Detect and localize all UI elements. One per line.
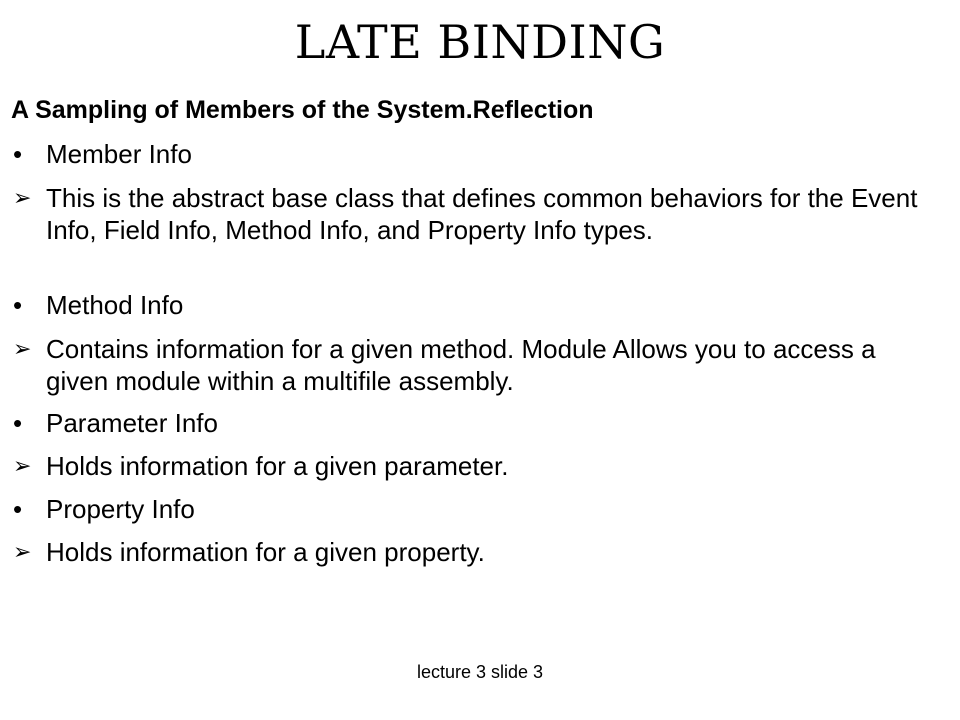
- slide-title: LATE BINDING: [294, 15, 666, 69]
- bullet-icon: •: [13, 290, 23, 320]
- bullet-icon: •: [13, 408, 23, 438]
- list-item-text: Holds information for a given parameter.: [46, 451, 509, 481]
- list-item-text: Method Info: [46, 290, 184, 320]
- slide-subtitle: A Sampling of Members of the System.Reflection: [11, 96, 594, 124]
- bullet-icon: •: [13, 494, 23, 524]
- list-item: [13, 407, 933, 439]
- list-item-text: Contains information for a given method. Module Allows you to access a given module within a multifile assembly.: [46, 334, 876, 396]
- slide-footer: lecture 3 slide 3: [416, 662, 544, 682]
- list-item: [13, 450, 933, 482]
- list-item: [13, 138, 933, 170]
- list-item-text: Property Info: [46, 494, 195, 524]
- list-item-text: Member Info: [46, 139, 192, 169]
- list-item: [13, 182, 933, 246]
- list-item: [13, 536, 933, 568]
- list-item: [13, 289, 933, 321]
- arrow-bullet-icon: ➢: [13, 185, 32, 210]
- arrow-bullet-icon: ➢: [13, 453, 32, 478]
- list-item-text: This is the abstract base class that defines common behaviors for the Event Info, Field Info, Method Info, and Property Info types.: [46, 183, 918, 245]
- list-item: [13, 333, 933, 397]
- list-item-text: Holds information for a given property.: [46, 537, 485, 567]
- arrow-bullet-icon: ➢: [13, 336, 32, 361]
- list-item: [13, 493, 933, 525]
- list-item-text: Parameter Info: [46, 408, 218, 438]
- arrow-bullet-icon: ➢: [13, 539, 32, 564]
- bullet-icon: •: [13, 139, 23, 169]
